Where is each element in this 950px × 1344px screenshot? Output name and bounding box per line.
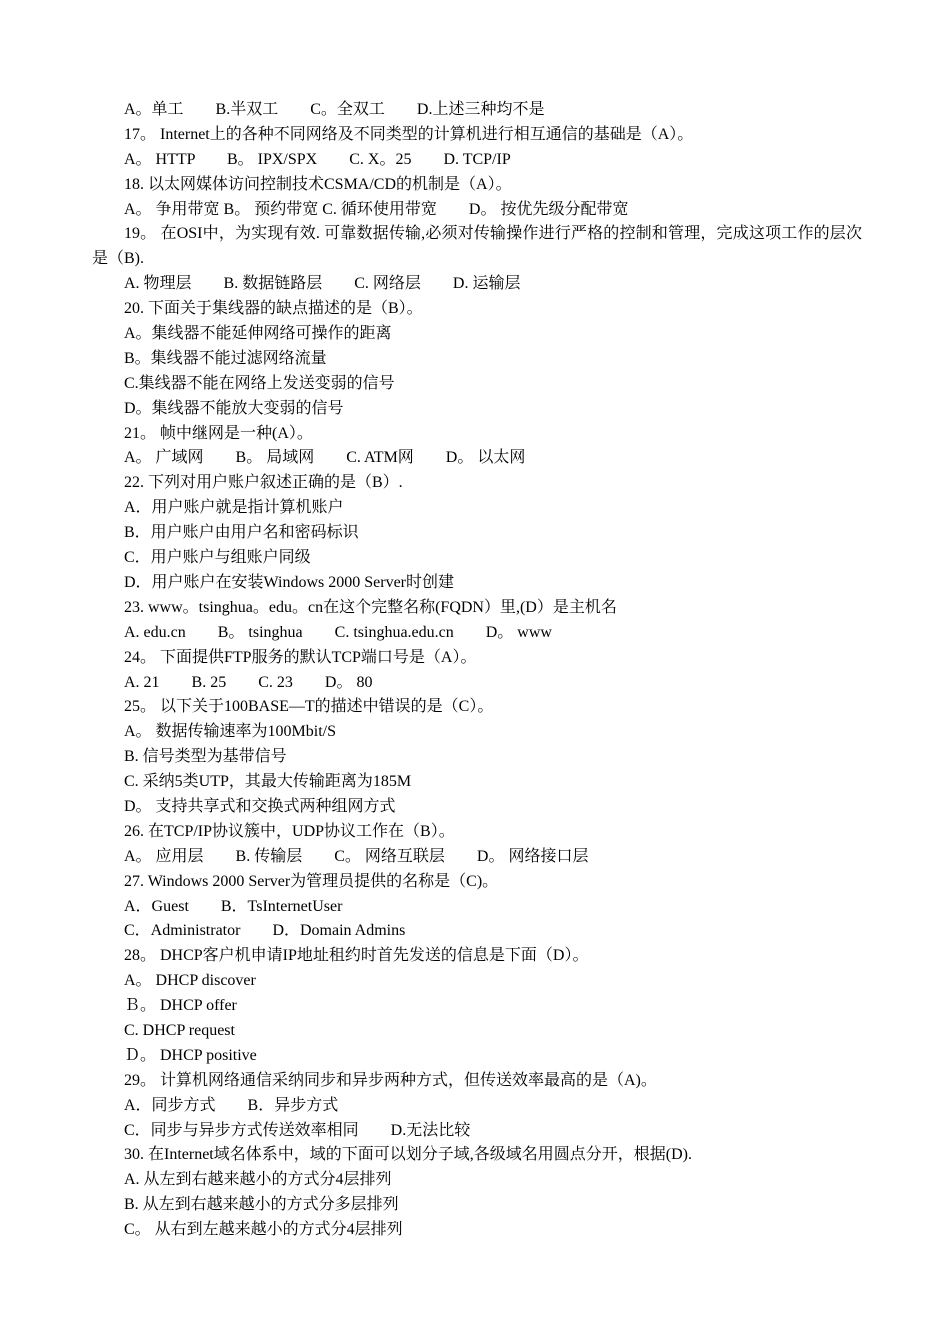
option-line: D．用户账户在安装Windows 2000 Server时创建 (124, 573, 455, 591)
question-19: 19。 在OSI中，为实现有效. 可靠数据传输,必须对传输操作进行严格的控制和管理，完成这项工作的层次是（B). (92, 225, 862, 268)
question-23: 23. www。tsinghua。edu。cn在这个完整名称(FQDN）里,(D）是主机名 (124, 598, 617, 616)
question-29: 29。 计算机网络通信采纳同步和异步两种方式，但传送效率最高的是（A)。 (124, 1071, 657, 1089)
option-line: C.集线器不能在网络上发送变弱的信号 (124, 374, 395, 392)
option-line: C．Administrator D．Domain Admins (124, 922, 406, 940)
option-line: A．用户账户就是指计算机账户 (124, 499, 344, 517)
option-line: C．同步与异步方式传送效率相同 D.无法比较 (124, 1121, 471, 1139)
option-line: A. 21 B. 25 C. 23 D。 80 (124, 673, 373, 691)
option-line: A。 争用带宽 B。 预约带宽 C. 循环使用带宽 D。 按优先级分配带宽 (124, 200, 629, 218)
option-line: D。 支持共享式和交换式两种组网方式 (124, 797, 396, 815)
option-line: B. 信号类型为基带信号 (124, 748, 287, 766)
option-line: A。集线器不能延伸网络可操作的距离 (124, 325, 392, 343)
option-line: C。 从右到左越来越小的方式分4层排列 (124, 1221, 403, 1239)
question-21: 21。 帧中继网是一种(A）。 (124, 424, 313, 442)
option-line: C. DHCP request (124, 1021, 235, 1039)
option-line: C．用户账户与组账户同级 (124, 549, 311, 567)
option-line: A。 广域网 B。 局域网 C. ATM网 D。 以太网 (124, 449, 526, 467)
option-line: A．同步方式 B．异步方式 (124, 1096, 339, 1114)
option-line: A。 DHCP discover (124, 972, 256, 990)
option-line: A．Guest B．TsInternetUser (124, 897, 343, 915)
option-line: A. edu.cn B。 tsinghua C. tsinghua.edu.cn D。 www (124, 623, 552, 641)
option-line: B．用户账户由用户名和密码标识 (124, 524, 359, 542)
option-line: A。 数据传输速率为100Mbit/S (124, 723, 337, 741)
question-18: 18. 以太网媒体访问控制技术CSMA/CD的机制是（A）。 (124, 175, 512, 193)
question-30: 30. 在Internet域名体系中，域的下面可以划分子域,各级域名用圆点分开，根据(D). (124, 1146, 692, 1164)
option-line: A。单工 B.半双工 C。全双工 D.上述三种均不是 (124, 101, 545, 118)
option-line: A. 物理层 B. 数据链路层 C. 网络层 D. 运输层 (124, 275, 521, 293)
option-line: A。 HTTP B。 IPX/SPX C. X。25 D. TCP/IP (124, 150, 511, 168)
option-line: Ｂ。 DHCP offer (124, 997, 237, 1015)
question-22: 22. 下列对用户账户叙述正确的是（B）. (124, 474, 403, 492)
option-line: D。集线器不能放大变弱的信号 (124, 399, 344, 417)
option-line: Ｄ。 DHCP positive (124, 1046, 257, 1064)
option-line: A. 从左到右越来越小的方式分4层排列 (124, 1171, 392, 1189)
question-25: 25。 以下关于100BASE—T的描述中错误的是（C）。 (124, 698, 494, 716)
question-26: 26. 在TCP/IP协议簇中，UDP协议工作在（B）。 (124, 822, 455, 840)
option-line: B. 从左到右越来越小的方式分多层排列 (124, 1196, 399, 1214)
question-24: 24。 下面提供FTP服务的默认TCP端口号是（A）。 (124, 648, 477, 666)
question-20: 20. 下面关于集线器的缺点描述的是（B）。 (124, 300, 423, 318)
question-28: 28。 DHCP客户机申请IP地址租约时首先发送的信息是下面（D）。 (124, 947, 589, 965)
option-line: C. 采纳5类UTP，其最大传输距离为185M (124, 773, 412, 791)
question-27: 27. Windows 2000 Server为管理员提供的名称是（C)。 (124, 872, 499, 890)
question-17: 17。 Internet上的各种不同网络及不同类型的计算机进行相互通信的基础是（A）。 (124, 125, 694, 143)
option-line: A。 应用层 B. 传输层 C。 网络互联层 D。 网络接口层 (124, 847, 589, 865)
option-line: B。集线器不能过滤网络流量 (124, 349, 327, 367)
